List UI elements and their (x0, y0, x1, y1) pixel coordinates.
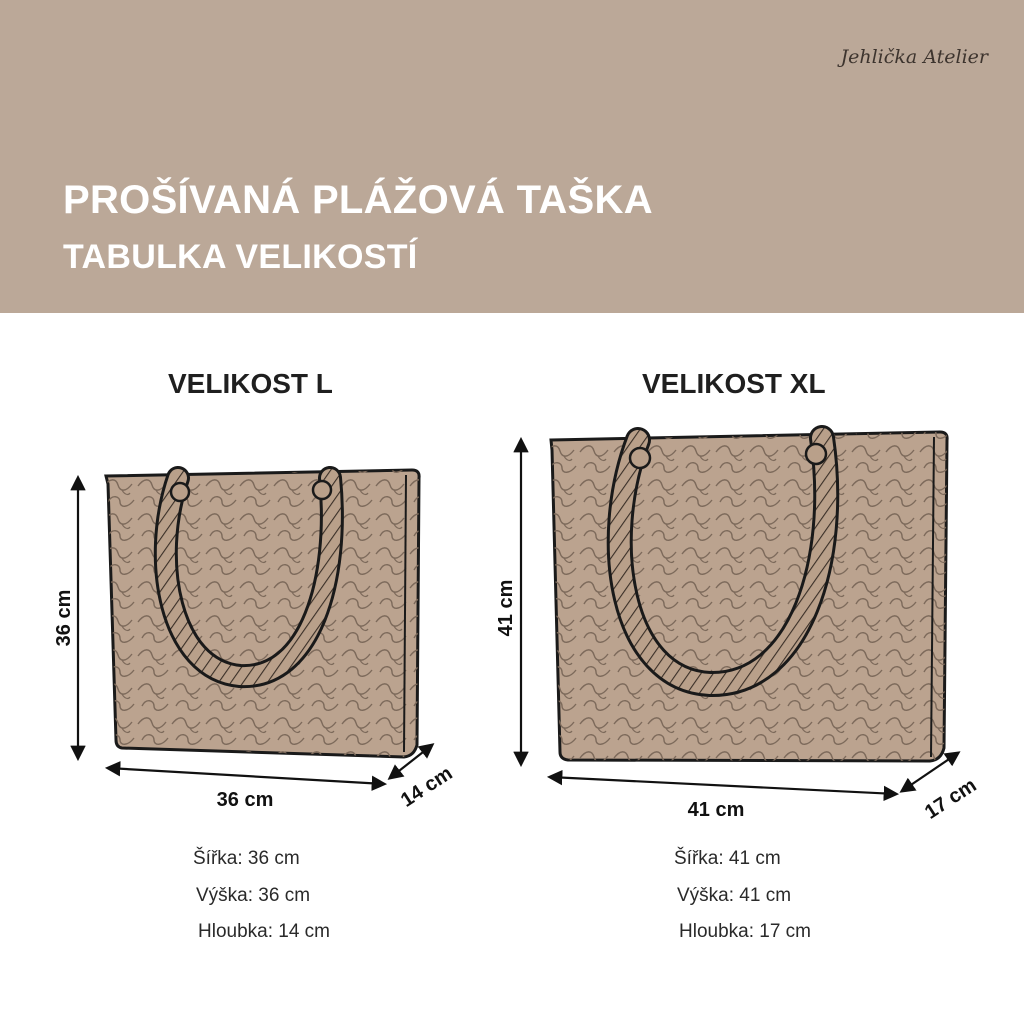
bag-xl-width-arrow (550, 777, 896, 794)
bag-l-quilt-pattern (106, 470, 419, 757)
size-l-depth-spec: Hloubka: 14 cm (198, 921, 331, 942)
bag-l-handle-knot-left (171, 483, 189, 501)
bag-xl-depth-label: 17 cm (920, 774, 981, 824)
size-xl-specs (674, 841, 811, 951)
size-l-width-spec: Šířka: 36 cm (193, 848, 300, 869)
bag-l-depth-label: 14 cm (396, 762, 457, 812)
size-l-heading: VELIKOST L (168, 368, 333, 399)
bag-l-width-label: 36 cm (216, 789, 274, 811)
size-xl-width-spec: Šířka: 41 cm (674, 848, 781, 869)
size-xl-depth-spec: Hloubka: 17 cm (679, 921, 812, 942)
bag-xl-height-label: 41 cm (495, 579, 517, 637)
page-title: PROŠÍVANÁ PLÁŽOVÁ TAŠKA (63, 178, 653, 222)
bag-xl-handle-knot-left (630, 448, 650, 468)
bag-illustrations (0, 313, 1024, 1024)
header-banner (0, 0, 1024, 313)
size-xl-height-spec: Výška: 41 cm (677, 884, 792, 906)
bag-l (53, 470, 457, 812)
bag-l-height-label: 36 cm (53, 589, 75, 647)
size-l-specs (193, 841, 330, 951)
size-xl-heading: VELIKOST XL (642, 368, 826, 399)
bag-xl-width-label: 41 cm (687, 799, 745, 821)
size-l-height-spec: Výška: 36 cm (196, 884, 311, 906)
bag-xl (495, 432, 981, 824)
bag-l-handle-knot-right (313, 481, 331, 499)
bag-l-width-arrow (108, 768, 384, 784)
bag-xl-handle-knot-right (806, 444, 826, 464)
brand-name: Jehlička Atelier (840, 46, 988, 68)
bag-xl-quilt-pattern (551, 432, 947, 761)
page-subtitle: TABULKA VELIKOSTÍ (63, 238, 418, 276)
